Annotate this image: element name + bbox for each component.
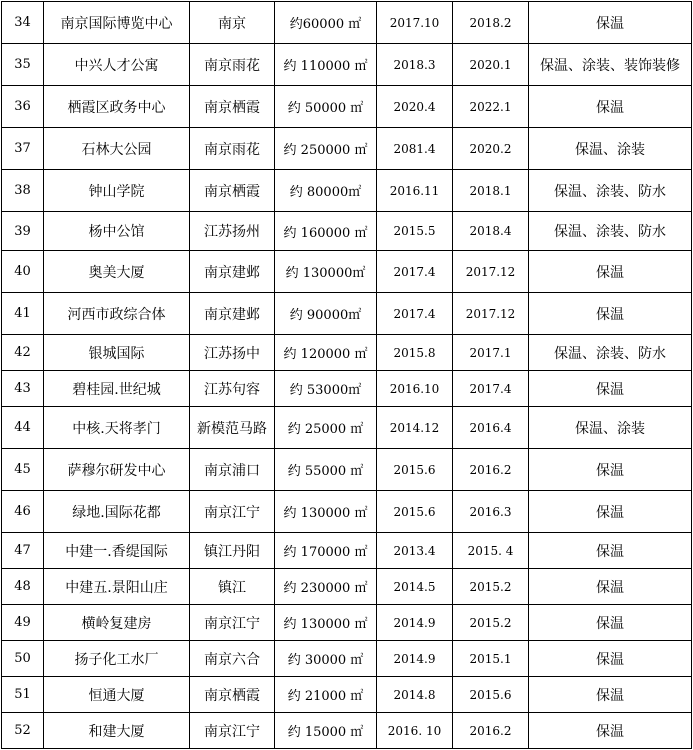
project-location: 南京浦口 [190,449,275,491]
end-date: 2018.4 [453,212,529,251]
project-name: 扬子化工水厂 [44,641,190,677]
table-row [2,371,692,407]
start-date: 2016.11 [377,170,453,212]
end-date: 2016.3 [453,491,529,533]
table-row [2,212,692,251]
start-date: 2014.5 [377,569,453,605]
project-name: 栖霞区政务中心 [44,86,190,128]
project-location: 南京栖霞 [190,86,275,128]
end-date: 2017.12 [453,251,529,293]
table-row [2,293,692,335]
end-date: 2020.1 [453,44,529,86]
project-name: 中兴人才公寓 [44,44,190,86]
work-scope: 保温 [529,641,692,677]
table-row [2,335,692,371]
project-area: 约 50000 ㎡ [275,86,377,128]
end-date: 2017.4 [453,371,529,407]
work-scope: 保温 [529,2,692,44]
project-location: 南京建邺 [190,293,275,335]
project-area: 约 170000 ㎡ [275,533,377,569]
table-row [2,170,692,212]
table-row [2,44,692,86]
start-date: 2017.4 [377,251,453,293]
project-name: 钟山学院 [44,170,190,212]
project-location: 南京栖霞 [190,170,275,212]
project-name: 恒通大厦 [44,677,190,713]
row-number: 43 [2,371,44,407]
work-scope: 保温 [529,605,692,641]
start-date: 2081.4 [377,128,453,170]
table-row [2,407,692,449]
project-name: 杨中公馆 [44,212,190,251]
table-row [2,2,692,44]
row-number: 35 [2,44,44,86]
project-area: 约 90000㎡ [275,293,377,335]
work-scope: 保温 [529,713,692,749]
project-table [1,1,692,749]
row-number: 39 [2,212,44,251]
end-date: 2020.2 [453,128,529,170]
work-scope: 保温 [529,86,692,128]
start-date: 2013.4 [377,533,453,569]
project-area: 约60000 ㎡ [275,2,377,44]
project-area: 约 130000 ㎡ [275,491,377,533]
work-scope: 保温 [529,569,692,605]
project-area: 约 250000 ㎡ [275,128,377,170]
start-date: 2015.8 [377,335,453,371]
row-number: 48 [2,569,44,605]
project-area: 约 25000 ㎡ [275,407,377,449]
end-date: 2015.1 [453,641,529,677]
work-scope: 保温、涂装、防水 [529,335,692,371]
project-name: 中建五.景阳山庄 [44,569,190,605]
project-location: 南京 [190,2,275,44]
work-scope: 保温 [529,251,692,293]
start-date: 2017.4 [377,293,453,335]
start-date: 2014.8 [377,677,453,713]
project-name: 萨穆尔研发中心 [44,449,190,491]
row-number: 42 [2,335,44,371]
project-location: 江苏句容 [190,371,275,407]
row-number: 41 [2,293,44,335]
project-area: 约 230000 ㎡ [275,569,377,605]
end-date: 2015.6 [453,677,529,713]
project-area: 约 21000 ㎡ [275,677,377,713]
row-number: 36 [2,86,44,128]
work-scope: 保温、涂装 [529,128,692,170]
project-name: 奥美大厦 [44,251,190,293]
start-date: 2020.4 [377,86,453,128]
table-row [2,128,692,170]
project-area: 约 130000 ㎡ [275,605,377,641]
work-scope: 保温 [529,533,692,569]
end-date: 2015.2 [453,605,529,641]
work-scope: 保温 [529,449,692,491]
start-date: 2017.10 [377,2,453,44]
start-date: 2015.6 [377,491,453,533]
project-area: 约 110000 ㎡ [275,44,377,86]
project-area: 约 53000㎡ [275,371,377,407]
project-location: 南京栖霞 [190,677,275,713]
table-row [2,641,692,677]
end-date: 2018.2 [453,2,529,44]
start-date: 2015.5 [377,212,453,251]
row-number: 38 [2,170,44,212]
project-location: 镇江丹阳 [190,533,275,569]
row-number: 52 [2,713,44,749]
project-location: 江苏扬州 [190,212,275,251]
work-scope: 保温、涂装、装饰装修 [529,44,692,86]
project-name: 横岭复建房 [44,605,190,641]
start-date: 2018.3 [377,44,453,86]
row-number: 51 [2,677,44,713]
project-area: 约 30000 ㎡ [275,641,377,677]
table-row [2,533,692,569]
project-location: 南京六合 [190,641,275,677]
project-name: 银城国际 [44,335,190,371]
start-date: 2015.6 [377,449,453,491]
project-location: 新模范马路 [190,407,275,449]
project-area: 约 15000 ㎡ [275,713,377,749]
work-scope: 保温 [529,677,692,713]
project-name: 河西市政综合体 [44,293,190,335]
row-number: 50 [2,641,44,677]
project-location: 南京江宁 [190,713,275,749]
project-location: 镇江 [190,569,275,605]
table-row [2,605,692,641]
project-location: 南京雨花 [190,128,275,170]
start-date: 2014.12 [377,407,453,449]
end-date: 2018.1 [453,170,529,212]
start-date: 2016.10 [377,371,453,407]
project-location: 南京江宁 [190,491,275,533]
table-row [2,569,692,605]
work-scope: 保温、涂装、防水 [529,212,692,251]
project-location: 南京雨花 [190,44,275,86]
project-area: 约 55000 ㎡ [275,449,377,491]
table-row [2,251,692,293]
project-name: 碧桂园.世纪城 [44,371,190,407]
work-scope: 保温 [529,491,692,533]
start-date: 2014.9 [377,641,453,677]
work-scope: 保温、涂装 [529,407,692,449]
end-date: 2015. 4 [453,533,529,569]
end-date: 2016.2 [453,449,529,491]
row-number: 34 [2,2,44,44]
end-date: 2015.2 [453,569,529,605]
row-number: 44 [2,407,44,449]
table-row [2,713,692,749]
table-row [2,86,692,128]
end-date: 2022.1 [453,86,529,128]
end-date: 2017.12 [453,293,529,335]
end-date: 2016.4 [453,407,529,449]
project-area: 约 130000㎡ [275,251,377,293]
row-number: 37 [2,128,44,170]
project-name: 石林大公园 [44,128,190,170]
project-area: 约 80000㎡ [275,170,377,212]
table-row [2,491,692,533]
table-body [2,2,692,749]
row-number: 40 [2,251,44,293]
row-number: 47 [2,533,44,569]
project-name: 中核.天将孝门 [44,407,190,449]
project-location: 南京建邺 [190,251,275,293]
work-scope: 保温、涂装、防水 [529,170,692,212]
row-number: 49 [2,605,44,641]
project-name: 和建大厦 [44,713,190,749]
work-scope: 保温 [529,293,692,335]
project-area: 约 160000 ㎡ [275,212,377,251]
start-date: 2014.9 [377,605,453,641]
row-number: 46 [2,491,44,533]
end-date: 2017.1 [453,335,529,371]
end-date: 2016.2 [453,713,529,749]
start-date: 2016. 10 [377,713,453,749]
project-location: 南京江宁 [190,605,275,641]
table-row [2,449,692,491]
table-row [2,677,692,713]
project-name: 南京国际博览中心 [44,2,190,44]
project-name: 绿地.国际花都 [44,491,190,533]
project-location: 江苏扬中 [190,335,275,371]
row-number: 45 [2,449,44,491]
work-scope: 保温 [529,371,692,407]
project-area: 约 120000 ㎡ [275,335,377,371]
project-name: 中建一.香缇国际 [44,533,190,569]
